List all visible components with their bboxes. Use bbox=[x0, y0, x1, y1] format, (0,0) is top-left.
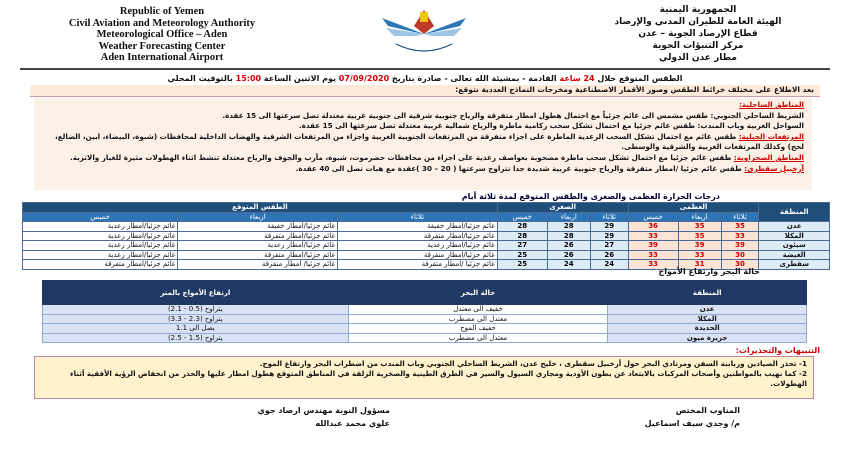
max-temp: 31 bbox=[678, 260, 721, 270]
weather-cell: غائم جزئيا/امطار رعدية bbox=[23, 241, 178, 251]
weather-cell: غائم جزئيا/امطار رعدية bbox=[178, 241, 338, 251]
letterhead bbox=[0, 0, 850, 62]
weather-cell: غائم جزئيا/امطار رعدية bbox=[23, 250, 178, 260]
weather-cell: غائم جزئيا/امطار رعدية bbox=[23, 231, 178, 241]
max-temp: 33 bbox=[628, 260, 678, 270]
max-temp: 35 bbox=[721, 222, 759, 232]
wave-height: يتراوح (2.3 - 3.3) bbox=[43, 314, 349, 324]
weather-cell: غائم جزئيا/امطار متفرقة bbox=[338, 250, 498, 260]
col-sea-state: حالة البحر bbox=[348, 281, 608, 305]
table-row bbox=[23, 222, 830, 232]
sea-region: جزيرة ميون bbox=[608, 333, 807, 343]
min-temp: 28 bbox=[497, 222, 547, 232]
en-line: Weather Forecasting Center bbox=[98, 40, 226, 52]
max-temp: 33 bbox=[678, 250, 721, 260]
day-header: اربعاء bbox=[547, 212, 590, 222]
region-block: المناطق الصحراوية: طقس غائم جزئيا مع احتمال تشكل سحب ماطرة مصحوبة بعواصف رعدية على اجزاء من محافظات حضرموت، شبوة، مأرب والجوف والرياح معتدلة تنشط اثناء الهطولات مثيرة للغبار والاتربة. bbox=[70, 152, 804, 162]
weather-cell: غائم جزئيا/امطار خفيفة bbox=[338, 222, 498, 232]
wave-height: يتراوح (1.5 - 2.5) bbox=[43, 333, 349, 343]
warnings-box bbox=[34, 356, 814, 399]
min-temp: 24 bbox=[590, 260, 628, 270]
duty-officer-signature bbox=[540, 404, 740, 430]
warnings-title: التنبيهات والتحذيرات: bbox=[735, 346, 820, 355]
header-divider bbox=[20, 68, 830, 70]
sea-region: المكلا bbox=[608, 314, 807, 324]
en-line: Civil Aviation and Meteorology Authority bbox=[68, 17, 256, 29]
forecast-intro: الطقس المتوقع خلال 24 ساعة القادمة - بمشيئة الله تعالى - صادرة بتاريخ 07/09/2020 يوم الاثنين الساعة 15:00 بالتوقيت المحلي bbox=[167, 74, 683, 83]
ar-line: مطار عدن الدولي bbox=[659, 53, 737, 63]
min-temp: 27 bbox=[590, 241, 628, 251]
weather-cell: غائم جزئيا/امطار متفرقة bbox=[178, 231, 338, 241]
en-line: Meteorological Office – Aden bbox=[96, 29, 228, 40]
shift-officer-signature bbox=[170, 404, 390, 430]
sea-state: خفيف الموج bbox=[348, 324, 608, 334]
day-header: ثلاثاء bbox=[721, 212, 759, 222]
sea-state-table bbox=[42, 280, 807, 343]
forecast-subline: بعد الاطلاع على مختلف خرائط الطقس وصور الأقمار الاصطناعية ومخرجات النماذج العددية نتوقع: bbox=[30, 85, 820, 97]
ar-line: الجمهورية اليمنية bbox=[659, 5, 737, 15]
weather-cell: غائم جزئيا /امطار متفرقة bbox=[338, 260, 498, 270]
day-header: ثلاثاء bbox=[338, 212, 498, 222]
max-temp: 30 bbox=[721, 250, 759, 260]
en-line: Aden International Airport bbox=[100, 52, 224, 63]
sea-state: خفيف الى معتدل bbox=[348, 305, 608, 315]
region-name: المكلا bbox=[759, 231, 830, 241]
min-temp: 28 bbox=[547, 231, 590, 241]
day-header: اربعاء bbox=[178, 212, 338, 222]
min-temp: 25 bbox=[497, 250, 547, 260]
weather-cell: غائم جزئيا/امطار رعدية bbox=[23, 222, 178, 232]
ar-line: الهيئة العامة للطيران المدني والإرصاد bbox=[614, 17, 782, 27]
table-row bbox=[43, 333, 807, 343]
region-block: المناطق الساحلية: bbox=[739, 100, 804, 109]
day-header: ثلاثاء bbox=[590, 212, 628, 222]
max-temp: 39 bbox=[721, 241, 759, 251]
warning-item: 2- كما نهيب بالمواطنين وأصحاب المركبات بالابتعاد عن بطون الأودية ومجاري السيول والسير في الطرق الطينية والصخرية الزلقة في المناطق المتوقع هطول امطار عليها والحذر من انخفاض الرؤية الأفقية أثناء الهطولات. bbox=[69, 369, 807, 388]
max-temp: 35 bbox=[678, 231, 721, 241]
min-temp: 28 bbox=[547, 222, 590, 232]
table-row bbox=[43, 314, 807, 324]
col-weather: الطقس المتوقع bbox=[23, 203, 498, 213]
weather-cell: غائم جزئيا/ امطار متفرقة bbox=[178, 260, 338, 270]
authority-logo bbox=[374, 4, 474, 60]
sea-state: معتدل الى مضطرب bbox=[348, 314, 608, 324]
region-name: الغيضة bbox=[759, 250, 830, 260]
en-line: Republic of Yemen bbox=[119, 6, 205, 17]
max-temp: 33 bbox=[721, 231, 759, 241]
max-temp: 39 bbox=[628, 241, 678, 251]
region-name: سيئون bbox=[759, 241, 830, 251]
temperature-table bbox=[22, 202, 830, 270]
weather-cell: غائم جزئيا/امطار خفيفة bbox=[178, 222, 338, 232]
region-name: عدن bbox=[759, 222, 830, 232]
weather-cell: غائم جزئيا/امطار متفرقة bbox=[178, 250, 338, 260]
region-block: الشريط الساحلي الجنوبي: طقس مشمس الى غائم جزئياً مع احتمال هطول امطار متفرقة والرياح جنوبية شرقية الى جنوبية غربية معتدلة تصل سرعتها الى 15 عقدة. bbox=[222, 110, 804, 120]
col-waves: ارتفاع الأمواج بالمتر bbox=[43, 281, 349, 305]
day-header: خميس bbox=[497, 212, 547, 222]
table-row bbox=[23, 231, 830, 241]
ar-line: مركز التنبؤات الجوية bbox=[652, 41, 744, 51]
table-row bbox=[23, 250, 830, 260]
table-row bbox=[43, 324, 807, 334]
ar-line: قطاع الإرصاد الجوية – عدن bbox=[638, 29, 758, 39]
min-temp: 26 bbox=[590, 250, 628, 260]
max-temp: 33 bbox=[628, 250, 678, 260]
col-min: الصغرى bbox=[497, 203, 628, 213]
wave-height: يتراوح (0.5 - 2.1) bbox=[43, 305, 349, 315]
min-temp: 29 bbox=[590, 231, 628, 241]
min-temp: 24 bbox=[547, 260, 590, 270]
signature-title: المناوب المختص bbox=[675, 406, 740, 415]
min-temp: 26 bbox=[547, 241, 590, 251]
max-temp: 39 bbox=[678, 241, 721, 251]
regions-forecast bbox=[34, 98, 812, 190]
day-header: اربعاء bbox=[678, 212, 721, 222]
warning-item: 1- تحذر الصيادين وربابنة السفن ومرتادي البحر حول أرخبيل سقطرى ، خليج عدن، الشريط الساحلي الجنوبي وباب المندب من اضطراب البحر وارتفاع الموج. bbox=[259, 359, 807, 368]
sea-region: عدن bbox=[608, 305, 807, 315]
weather-cell: غائم جزئيا/امطار متفرقة bbox=[338, 231, 498, 241]
col-max: العظمى bbox=[628, 203, 759, 213]
signature-name: م/ وجدي سيف اسماعيل bbox=[644, 419, 740, 428]
weather-cell: غائم جزئيا/امطار رعدية bbox=[338, 241, 498, 251]
day-header: خميس bbox=[23, 212, 178, 222]
table-row bbox=[23, 241, 830, 251]
min-temp: 29 bbox=[590, 222, 628, 232]
max-temp: 33 bbox=[628, 231, 678, 241]
region-block: المرتفعات الجبلية: طقس غائم مع احتمال تشكل السحب الرعدية الماطرة على اجزاء متفرقة من المرتفعات الجنوبية الغربية واجزاء من المرتفعات الشرقية والهضاب الداخلية لمحافظات (شبوة، البيضاء، ابين، الضالع، لحج) وكذلك المرتفعات الغربية والشرقية والوسطى. bbox=[55, 131, 804, 152]
region-block: السواحل الغربية وباب المندب: طقس غائم جزئيا مع احتمال تشكل سحب ركامية ماطرة والرياح شمالية غربية معتدلة تصل سرعتها الى 15 عقدة. bbox=[298, 121, 804, 131]
signature-name: علوي محمد عبدالله bbox=[315, 419, 390, 428]
min-temp: 28 bbox=[497, 231, 547, 241]
sea-title: حالة البحر وارتفاع الأمواج bbox=[658, 267, 760, 276]
letterhead-english bbox=[12, 6, 312, 64]
region-block: أرخبيل سقطرى: طقس غائم جزئيا /امطار متفرقة والرياح جنوبية غربية شديدة جدا تتراوح سرعتها ( 20 – 30 )عقدة مع هبات تصل الى 40 عقدة. bbox=[295, 163, 804, 173]
min-temp: 25 bbox=[497, 260, 547, 270]
sea-state: معتدل الى مضطرب bbox=[348, 333, 608, 343]
min-temp: 26 bbox=[547, 250, 590, 260]
col-region: المنطقة bbox=[608, 281, 807, 305]
sea-region: الحديدة bbox=[608, 324, 807, 334]
max-temp: 30 bbox=[721, 260, 759, 270]
day-header: خميس bbox=[628, 212, 678, 222]
signature-title: مسؤول النوبة مهندس ارصاد جوي bbox=[257, 406, 390, 415]
min-temp: 27 bbox=[497, 241, 547, 251]
table-row bbox=[43, 305, 807, 315]
region-name: سقطرى bbox=[759, 260, 830, 270]
max-temp: 35 bbox=[678, 222, 721, 232]
temps-title: درجات الحرارة العظمى والصغرى والطقس المتوقع لمدة ثلاثة أيام bbox=[461, 192, 720, 201]
letterhead-arabic bbox=[558, 4, 838, 64]
max-temp: 36 bbox=[628, 222, 678, 232]
col-region: المنطقة bbox=[759, 203, 830, 222]
wave-height: يصل الى 1.1 bbox=[43, 324, 349, 334]
weather-cell: غائم جزئيا/امطار متفرقة bbox=[23, 260, 178, 270]
